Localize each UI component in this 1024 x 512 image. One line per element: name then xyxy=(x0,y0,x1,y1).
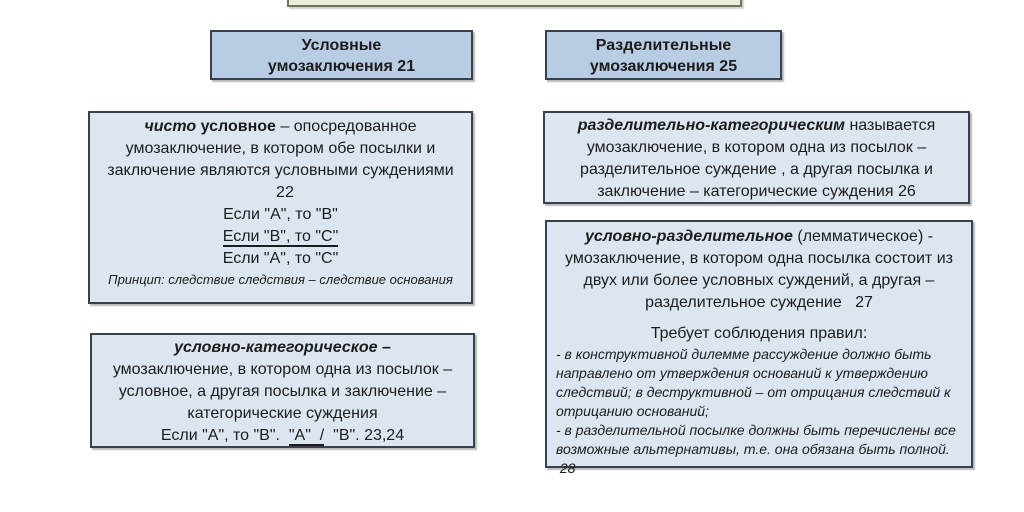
box-pure-conditional xyxy=(88,111,473,304)
pure-conditional-definition xyxy=(97,116,464,204)
term-emphasis: разделительно-категорическим xyxy=(577,117,846,134)
term-emphasis: условно-категорическое – xyxy=(174,339,391,356)
formula-conclusion: Если "А", то "С" xyxy=(222,250,339,267)
header-disjunctive-inferences xyxy=(545,30,782,80)
formula-premise-2 xyxy=(97,226,464,248)
header-disjunctive-line1: Разделительные xyxy=(595,37,732,54)
term-emphasis: условно-разделительное xyxy=(584,228,793,245)
formula-premise-1: Если "А", то "В" xyxy=(223,206,338,223)
box-conditional-categorical xyxy=(90,333,475,448)
definition-text: – опосредованное умозаключение, в котором обе посылки и заключение являются условными суждениями 22 xyxy=(107,118,454,201)
header-conditional-line1: Условные xyxy=(301,37,382,54)
formula-schema xyxy=(99,425,466,447)
formula-pre: Если "А", то "В". xyxy=(160,427,289,444)
term-bold: условное xyxy=(196,118,276,135)
header-disjunctive-line2: умозаключения 25 xyxy=(589,58,738,75)
disjunctive-categorical-definition xyxy=(554,115,959,203)
top-partial-box xyxy=(287,0,742,7)
box-disjunctive-categorical xyxy=(543,111,970,204)
rules-title: Требует соблюдения правил: xyxy=(650,325,868,342)
term-emphasis: чисто xyxy=(144,118,197,135)
definition-text: называется умозаключение, в котором одна из посылок – разделительное суждение , а другая посылка и заключение – категорические суждения 26 xyxy=(580,117,936,200)
definition-text: (лемматическое) - умозаключение, в котором одна посылка состоит из двух или более условных суждений, а другая – разделительное суждение 27 xyxy=(565,228,953,311)
formula-post: "В". 23,24 xyxy=(324,427,405,444)
box-conditional-disjunctive xyxy=(545,220,973,476)
conditional-disjunctive-definition xyxy=(556,226,962,314)
formula-premise-2-underlined: Если "В", то "С" xyxy=(222,228,339,245)
conditional-categorical-definition: умозаключение, в котором одна из посылок – условное, а другая посылка и заключение – категорические суждения xyxy=(112,361,453,422)
header-conditional-inferences xyxy=(210,30,473,80)
principle-note: Принцип: следствие следствия – следствие основания xyxy=(108,272,453,287)
rule-item-1: - в конструктивной дилемме рассуждение должно быть направлено от утверждения оснований к утверждению следствий; в деструктивной – от отрицания следствий к отрицанию оснований; xyxy=(556,346,951,419)
formula-underlined: "А" / xyxy=(288,427,325,444)
rule-item-2: - в разделительной посылке должны быть перечислены все возможные альтернативы, т.е. она обязана быть полной. 28 xyxy=(556,422,956,476)
header-conditional-line2: умозаключения 21 xyxy=(267,58,416,75)
